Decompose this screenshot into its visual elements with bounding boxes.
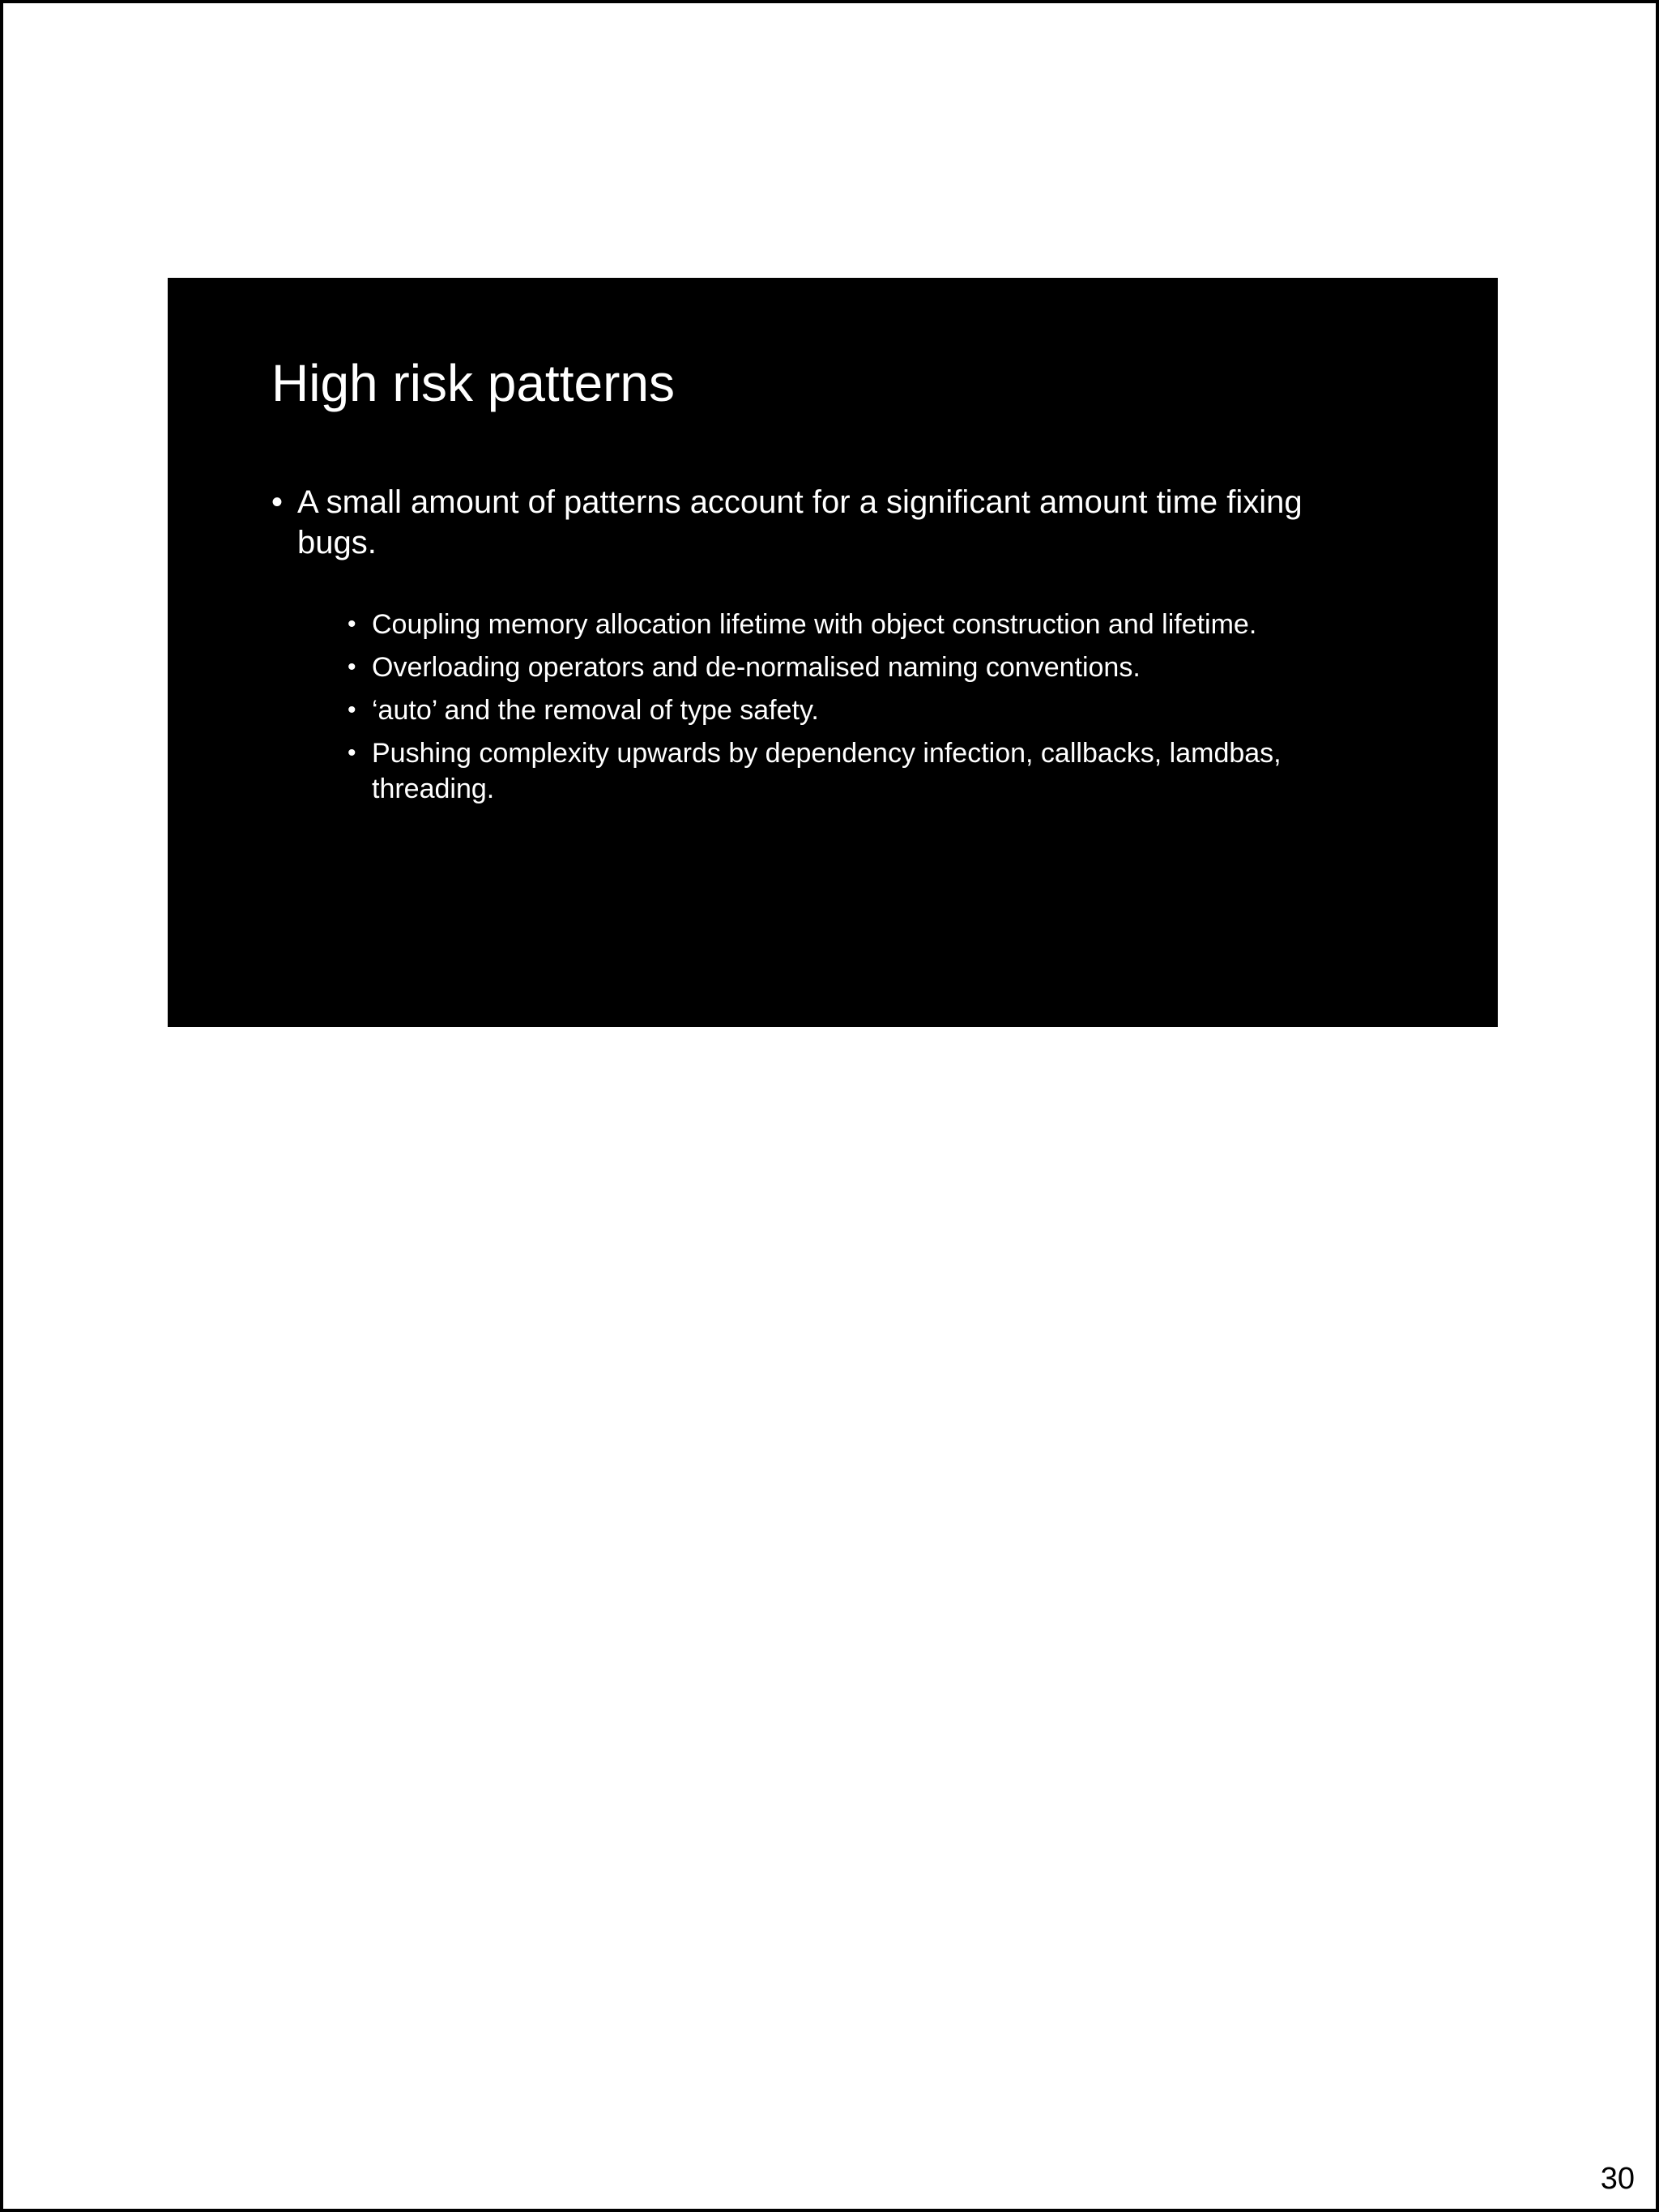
sub-bullet-item <box>348 650 1349 685</box>
slide-title: High risk patterns <box>271 354 675 412</box>
bullet-item <box>271 482 1349 807</box>
sub-bullet-item <box>348 693 1349 728</box>
sub-bullet-text: Coupling memory allocation lifetime with object construction and lifetime. <box>372 609 1257 640</box>
bullet-icon: • <box>348 697 356 723</box>
sub-bullet-list <box>297 607 1349 807</box>
slide-thumbnail <box>168 278 1498 1027</box>
bullet-icon: • <box>348 739 356 766</box>
bullet-icon: • <box>348 654 356 680</box>
sub-bullet-item <box>348 735 1349 807</box>
sub-bullet-text: Overloading operators and de-normalised naming conventions. <box>372 652 1141 683</box>
bullet-text: A small amount of patterns account for a significant amount time fixing bugs. <box>297 484 1303 560</box>
page-number: 30 <box>1600 2162 1635 2196</box>
sub-bullet-text: Pushing complexity upwards by dependency infection, callbacks, lamdbas, threading. <box>372 738 1282 804</box>
sub-bullet-text: ‘auto’ and the removal of type safety. <box>372 695 819 726</box>
bullet-icon: • <box>271 484 284 520</box>
bullet-list <box>271 482 1349 814</box>
bullet-icon: • <box>348 611 356 637</box>
sub-bullet-item <box>348 607 1349 642</box>
